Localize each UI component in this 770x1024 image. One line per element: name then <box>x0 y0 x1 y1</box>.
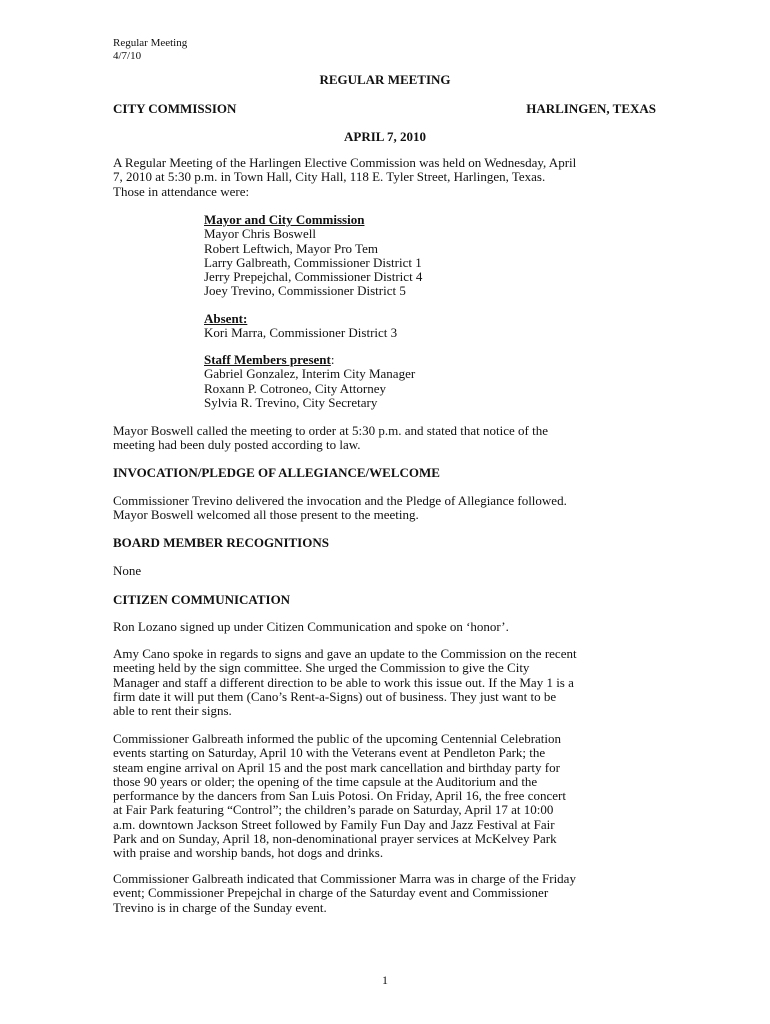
absent-heading: Absent: <box>204 311 248 326</box>
citizen-heading: CITIZEN COMMUNICATION <box>113 592 291 607</box>
staff-heading-line <box>204 353 415 367</box>
citizen-paragraph-1: Ron Lozano signed up under Citizen Communication and spoke on ‘honor’. <box>113 619 509 634</box>
attendee: Robert Leftwich, Mayor Pro Tem <box>204 240 378 256</box>
absent-member: Kori Marra, Commissioner District 3 <box>204 325 398 341</box>
attendee: Mayor Chris Boswell <box>204 226 316 242</box>
citizen-paragraph-2: Amy Cano spoke in regards to signs and gave an update to the Commission on the recent meeting held by the sign committee. She urged the Commission to give the City Manager and staff a different direction to be able to work this issue out. If the May 1 is a firm date it will put them (Cano’s Rent-a-Signs) out of business. They just want to be able to rent their signs. <box>113 646 577 719</box>
citizen-paragraph-4: Commissioner Galbreath indicated that Commissioner Marra was in charge of the Friday event; Commissioner Prepejchal in charge of the Saturday event and Commissioner Trevino is in charge of the Sunday event. <box>113 871 576 915</box>
staff-member: Gabriel Gonzalez, Interim City Manager <box>204 366 416 382</box>
intro-paragraph: A Regular Meeting of the Harlingen Elective Commission was held on Wednesday, April 7, 2010 at 5:30 p.m. in Town Hall, City Hall, 118 E. Tyler Street, Harlingen, Texas. Those in attendance were: <box>113 155 577 199</box>
location-label: HARLINGEN, TEXAS <box>526 101 656 116</box>
board-paragraph: None <box>113 563 142 578</box>
document-title: REGULAR MEETING <box>319 72 451 87</box>
absent-block <box>204 312 397 341</box>
staff-heading: Staff Members present <box>204 352 331 367</box>
header-title: Regular Meeting <box>113 37 188 49</box>
staff-member: Roxann P. Cotroneo, City Attorney <box>204 380 386 396</box>
commission-attendance <box>204 213 422 299</box>
meeting-date: APRIL 7, 2010 <box>344 129 426 144</box>
commission-label: CITY COMMISSION <box>113 101 237 116</box>
attendee: Larry Galbreath, Commissioner District 1 <box>204 254 422 270</box>
staff-block <box>204 353 415 410</box>
invocation-paragraph: Commissioner Trevino delivered the invocation and the Pledge of Allegiance followed. Mayor Boswell welcomed all those present to the meeting. <box>113 493 567 523</box>
citizen-paragraph-3: Commissioner Galbreath informed the public of the upcoming Centennial Celebration events starting on Saturday, April 10 with the Veterans event at Pendleton Park; the steam engine arrival on April 15 and the post mark cancellation and birthday party for those 90 years or older; the opening of the time capsule at the Auditorium and the performance by the dancers from San Luis Potosi. On Friday, April 16, the free concert at Fair Park featuring “Control”; the children’s parade on Saturday, April 17 at 10:00 a.m. downtown Jackson Street followed by Family Fun Day and Jazz Festival at Fair Park and on Sunday, April 18, non-denominational prayer services at McKelvey Park with praise and worship bands, hot dogs and drinks. <box>113 731 566 861</box>
running-header <box>113 37 187 63</box>
staff-heading-colon: : <box>330 352 335 367</box>
page-number: 1 <box>382 973 388 987</box>
commission-heading: Mayor and City Commission <box>204 212 365 227</box>
invocation-heading: INVOCATION/PLEDGE OF ALLEGIANCE/WELCOME <box>113 465 440 480</box>
header-date: 4/7/10 <box>113 50 142 62</box>
board-heading: BOARD MEMBER RECOGNITIONS <box>113 535 329 550</box>
staff-member: Sylvia R. Trevino, City Secretary <box>204 394 378 410</box>
attendee: Joey Trevino, Commissioner District 5 <box>204 283 406 299</box>
call-to-order-paragraph: Mayor Boswell called the meeting to order at 5:30 p.m. and stated that notice of the meeting had been duly posted according to law. <box>113 423 549 453</box>
attendee: Jerry Prepejchal, Commissioner District 4 <box>204 269 423 285</box>
